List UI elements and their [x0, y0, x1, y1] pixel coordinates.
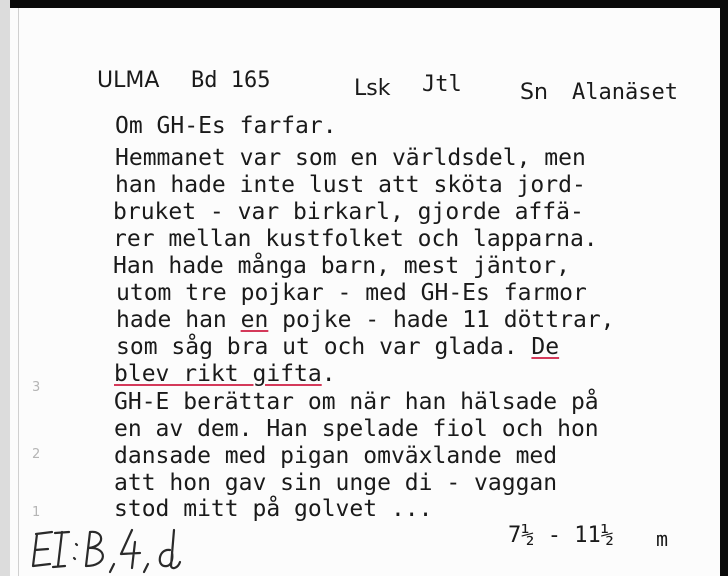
handwritten-classification — [22, 522, 192, 576]
underlined-text: blev rikt gifta — [114, 361, 322, 387]
landskap-label: Lsk — [354, 76, 391, 101]
text-line: att hon gav sin unge di - vaggan — [114, 470, 558, 496]
margin-number: 2 — [32, 447, 41, 462]
landskap-value: Jtl — [422, 72, 462, 97]
margin-number: 3 — [32, 380, 41, 395]
text-line: utom tre pojkar - med GH-Es farmor — [116, 280, 587, 306]
text-line — [116, 307, 615, 333]
socken-value: Alanäset — [572, 80, 678, 105]
text-line: Han hade många barn, mest jäntor, — [113, 253, 570, 279]
underlined-text: en — [240, 307, 269, 333]
text-line: bruket - var birkarl, gjorde affä- — [113, 199, 584, 225]
text-line: rer mellan kustfolket och lapparna. — [113, 226, 598, 252]
text-line — [114, 361, 336, 387]
text-line: GH-E berättar om när han hälsade på — [114, 389, 599, 415]
scan-edge-top — [0, 0, 728, 8]
text-line: stod mitt på golvet ... — [114, 496, 433, 522]
volume-number: Bd 165 — [191, 68, 271, 93]
socken-label: Sn — [520, 80, 548, 105]
text-line: dansade med pigan omväxlande med — [114, 443, 558, 469]
page-range: 7½ - 11½ — [508, 523, 614, 548]
text-segment: hade han — [116, 307, 241, 333]
text-segment: som såg bra ut och var glada. — [116, 334, 532, 360]
margin-number: 1 — [32, 505, 41, 520]
text-line: en av dem. Han spelade fiol och hon — [114, 416, 599, 442]
scan-edge-left — [0, 0, 10, 576]
scan-edge-right — [720, 0, 728, 576]
text-line — [116, 334, 559, 360]
unit-label: m — [656, 527, 669, 551]
card-margin-line — [18, 8, 19, 576]
text-line: Om GH-Es farfar. — [115, 113, 337, 139]
text-line: han hade inte lust att sköta jord- — [115, 172, 586, 198]
text-line: Hemmanet var som en världsdel, men — [115, 145, 586, 171]
archive-name: ULMA — [97, 68, 160, 93]
underlined-text: De — [531, 334, 560, 360]
text-segment: pojke - hade 11 döttrar, — [268, 307, 615, 333]
text-segment: . — [321, 361, 336, 387]
